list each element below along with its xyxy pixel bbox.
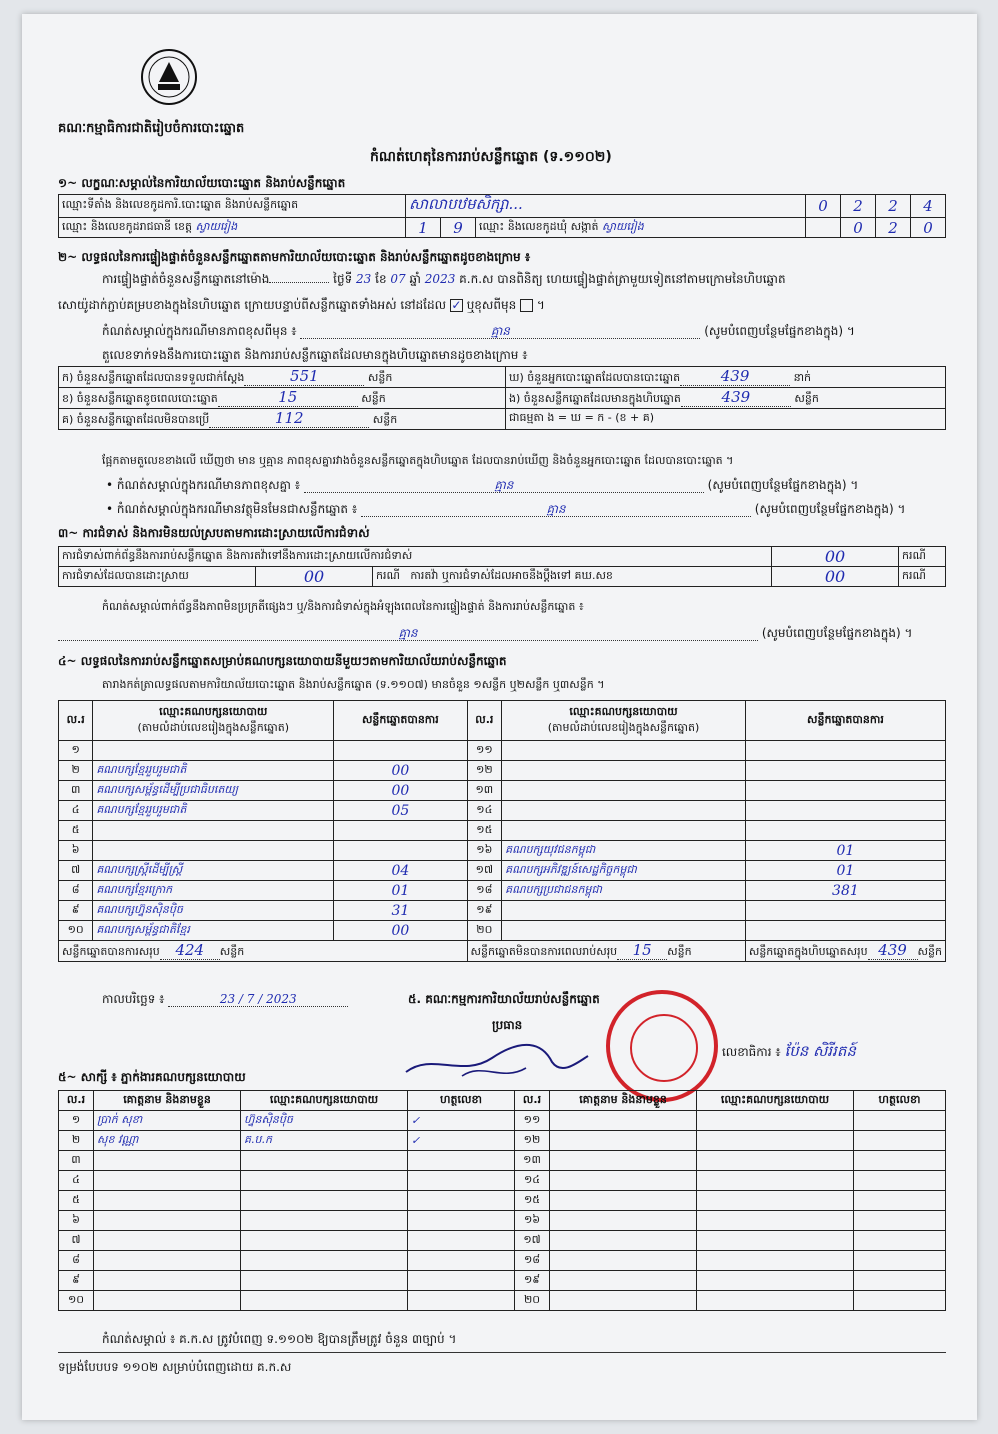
difference-note-hint: (សូមបំពេញបន្ថែមផ្នែកខាងក្នុង) ។ (704, 324, 855, 338)
difference-note-value: គ្មាន (300, 324, 700, 339)
witness-row-no: ៧ (59, 1231, 94, 1251)
witness-row-name (94, 1191, 241, 1211)
witness-row-party (241, 1251, 408, 1271)
results-row (59, 881, 946, 901)
bullet-foreign-label: • កំណត់សម្គាល់ក្នុងករណីមានវត្ថុមិនមែនជាសន្លឹកឆ្នោត ៖ (106, 502, 358, 516)
results-row-no: ៩ (59, 901, 93, 921)
objection-row-unit: ករណី (899, 547, 946, 567)
results-row-no: ១១ (467, 741, 502, 761)
witness-row-no: ២០ (515, 1291, 550, 1311)
appeal-value: 00 (772, 567, 899, 587)
spoiled-unit: សន្លឹក (361, 392, 386, 405)
witness-row-party (697, 1231, 854, 1251)
date-value: 23 / 7 / 2023 (168, 992, 348, 1007)
witness-row (59, 1151, 946, 1171)
commune-value: ស្វាយរៀង (602, 219, 644, 233)
commune-digit-1: 0 (841, 218, 876, 238)
results-row-party: គណបក្សខ្មែររួបរួមជាតិ (93, 801, 334, 821)
objection-row-label: ការជំទាស់ពាក់ព័ន្ធនឹងការរាប់សន្លឹកឆ្នោត និងការតវ៉ាទៅនឹងការដោះស្រាយលើការជំទាស់ (59, 547, 772, 567)
witness-row-signature (854, 1251, 946, 1271)
formula: ជាធម្មតា ង = ឃ = ក - (ខ + គ) (506, 409, 946, 430)
bullet-difference-hint: (សូមបំពេញបន្ថែមផ្នែកខាងក្នុង) ។ (707, 478, 859, 492)
witness-row-no: ១២ (515, 1131, 550, 1151)
valid-total-unit: សន្លឹក (219, 945, 245, 958)
bullet-foreign-value: គ្មាន (361, 502, 751, 517)
results-row-votes: 01 (745, 841, 945, 861)
commune-label: ឈ្មោះ និងលេខកូដឃុំ សង្កាត់ (479, 219, 599, 233)
appeal-unit: ករណី (899, 567, 946, 587)
results-row-votes: 04 (334, 861, 467, 881)
witness-row-name (550, 1111, 697, 1131)
witness-row-name (550, 1251, 697, 1271)
bullet-difference-value: គ្មាន (304, 478, 704, 493)
witness-row-name (550, 1151, 697, 1171)
irregularity-hint: (សូមបំពេញបន្ថែមផ្នែកខាងក្នុង) ។ (761, 626, 913, 640)
verify-text: គ.ក.ស បានពិនិត្យ ហេយផ្ទៀងផ្ទាត់ត្រាមួយទៀតនៅតាមក្រោមនៃហិបឆ្នោត (459, 272, 786, 286)
committee-name: គណៈកម្មាធិការជាតិរៀបចំការបោះឆ្នោត (58, 121, 245, 136)
witness-row-no: ១៣ (515, 1151, 550, 1171)
difference-note (102, 324, 855, 339)
results-row-no: ១៧ (467, 861, 502, 881)
witness-row-signature (854, 1191, 946, 1211)
results-row-no: ២០ (467, 921, 502, 941)
witness-row-party (241, 1271, 408, 1291)
witness-row-signature (408, 1231, 515, 1251)
results-col-party-sub-left: (តាមលំដាប់លេខរៀងក្នុងសន្លឹកឆ្នោត) (137, 720, 290, 734)
results-row-votes: 31 (334, 901, 467, 921)
code-digit-2: 2 (841, 195, 876, 218)
results-row-votes (745, 921, 945, 941)
witness-row-signature (408, 1211, 515, 1231)
results-row-votes (334, 841, 467, 861)
figures-table (58, 366, 946, 430)
results-row-no: ១ (59, 741, 93, 761)
witness-row-party (697, 1111, 854, 1131)
witness-row-party (241, 1151, 408, 1171)
results-row-no: ១០ (59, 921, 93, 941)
figures-intro: តួលេខទាក់ទងនឹងការបោះឆ្នោត និងការរាប់សន្លឹកឆ្នោតដែលមានក្នុងហិបឆ្នោតមានដូចខាងក្រោម ៖ (102, 348, 528, 362)
results-col-no-left: ល.រ (59, 701, 93, 741)
witness-row-signature (854, 1111, 946, 1131)
secretary-line (722, 1044, 856, 1059)
witness-row-party (697, 1191, 854, 1211)
valid-total-label: សន្លឹកឆ្នោតបានការសរុប (62, 945, 160, 958)
results-row-no: ៥ (59, 821, 93, 841)
witness-row-no: ១៧ (515, 1231, 550, 1251)
commune-digit-3: 0 (911, 218, 946, 238)
witness-row-name (94, 1271, 241, 1291)
witness-row-party (241, 1231, 408, 1251)
bullet-difference-label: • កំណត់សម្គាល់ក្នុងករណីមានភាពខុសគ្នា ៖ (106, 478, 301, 492)
province-label: ឈ្មោះ និងលេខកូដរាជធានី ខេត្ត (62, 219, 192, 233)
province-digit-2: 9 (441, 218, 476, 238)
witness-row-signature (408, 1271, 515, 1291)
witness-row-party: គ.ប.ក (241, 1131, 408, 1151)
verify-day-label: ថ្ងៃទី (333, 272, 353, 286)
results-row-party: គណបក្សហ្វ៊ុនស៊ិនប៉ិច (93, 901, 334, 921)
results-col-no-right: ល.រ (467, 701, 502, 741)
results-row-no: ៦ (59, 841, 93, 861)
resolved-label: ការជំទាស់ដែលបានដោះស្រាយ (59, 567, 256, 587)
witness-row-party (241, 1191, 408, 1211)
results-row-votes: 05 (334, 801, 467, 821)
station-committee-label: ៥. គណៈកម្មការការិយាល័យរាប់សន្លឹកឆ្នោត (408, 992, 600, 1006)
witness-row-no: ៤ (59, 1171, 94, 1191)
witness-row-no: ៥ (59, 1191, 94, 1211)
witness-row-party (697, 1131, 854, 1151)
witness-row-no: ១ (59, 1111, 94, 1131)
witness-note: កំណត់សម្គាល់ ៖ គ.ក.ស ត្រូវបំពេញ ទ.១១០២ ឱ្យបានត្រឹមត្រូវ ចំនួន ៣ច្បាប់ ។ (102, 1332, 457, 1346)
witness-row-party (697, 1151, 854, 1171)
valid-total-value: 424 (160, 941, 220, 960)
witness-row-party (697, 1211, 854, 1231)
ballot-count-record-form (22, 14, 977, 1420)
witness-row-signature: ✓ (408, 1131, 515, 1151)
section-2-heading: ២~ លទ្ធផលនៃការផ្ទៀងផ្ទាត់ចំនួនសន្លឹកឆ្នោតតាមការិយាល័យបោះឆ្នោត និងរាប់សន្លឹកឆ្នោតដូចខាងក្រោម ៖ (58, 250, 531, 264)
witness-row-party: ហ្វ៊ុនស៊ិនប៉ិច (241, 1111, 408, 1131)
in-box-label: ង) ចំនួនសន្លឹកឆ្នោតដែលមានក្នុងហិបឆ្នោត (509, 392, 681, 405)
witness-row-signature (854, 1231, 946, 1251)
same-checkbox[interactable]: ✓ (451, 298, 462, 312)
results-row-party (93, 841, 334, 861)
section-3-heading: ៣~ ការជំទាស់ និងការមិនយល់ស្របតាមការដោះស្រាយលើការជំទាស់ (58, 526, 370, 540)
results-col-party-left: ឈ្មោះគណបក្សនយោបាយ (159, 704, 268, 718)
voters-label: ឃ) ចំនួនអ្នកបោះឆ្នោតដែលបានបោះឆ្នោត (509, 371, 681, 384)
witness-row (59, 1291, 946, 1311)
witness-row-signature: ✓ (408, 1111, 515, 1131)
results-row-party (502, 741, 746, 761)
province-value: ស្វាយរៀង (195, 219, 238, 233)
witness-row-name: សុខ វណ្ណា (94, 1131, 241, 1151)
witness-row-name (94, 1231, 241, 1251)
results-row-no: ៣ (59, 781, 93, 801)
results-row-party: គណបក្សអភិវឌ្ឍន៍សេដ្ឋកិច្ចកម្ពុជា (502, 861, 746, 881)
footer-divider (58, 1352, 946, 1353)
witness-row-name (94, 1151, 241, 1171)
witness-row-no: ៨ (59, 1251, 94, 1271)
witness-col-party-right: ឈ្មោះគណបក្សនយោបាយ (697, 1091, 854, 1111)
irregularity-value: គ្មាន (58, 626, 758, 641)
results-row-party (93, 741, 334, 761)
results-row (59, 761, 946, 781)
witness-row-name: ប្រាក់ សុខា (94, 1111, 241, 1131)
results-row-no: ៧ (59, 861, 93, 881)
results-row-votes (334, 821, 467, 841)
witness-row (59, 1231, 946, 1251)
nec-emblem-icon (140, 48, 198, 106)
results-row-votes (334, 741, 467, 761)
witness-row-signature (408, 1151, 515, 1171)
results-row-no: ១៤ (467, 801, 502, 821)
resolved-value: 00 (256, 567, 373, 587)
difference-note-label: កំណត់សម្គាល់ក្នុងករណីមានភាពខុសពីមុន ៖ (102, 324, 297, 338)
seal-text: សោយ៉ូដាក់ភ្ជាប់គម្របខាងក្នុងនៃហិបឆ្នោត ក្រោយបន្ទាប់ពីសន្លឹកឆ្នោតទាំងអស់ នៅដដែល (58, 298, 447, 312)
resolved-unit: ករណី (376, 568, 400, 582)
section-5-heading: ៥~ សាក្សី ៖ ភ្នាក់ងារគណបក្សនយោបាយ (58, 1070, 246, 1084)
results-row-no: ៨ (59, 881, 93, 901)
verify-time-label: ការផ្ទៀងផ្ទាត់ចំនួនសន្លឹកឆ្នោតនៅម៉ោង (102, 272, 270, 286)
witness-row-name (550, 1271, 697, 1291)
witness-row-no: ១០ (59, 1291, 94, 1311)
results-col-votes-right: សន្លឹកឆ្នោតបានការ (745, 701, 945, 741)
irregularity-note: កំណត់សម្គាល់ពាក់ព័ន្ធនឹងភាពមិនប្រក្រតីផ្សេងៗ ឬ/និងការជំទាស់ក្នុងអំឡុងពេលនៃការផ្ទៀងផ្ទាត់ និងការរាប់សន្លឹកឆ្នោត ៖ (102, 600, 584, 613)
witness-row-name (550, 1191, 697, 1211)
irregularity-line (58, 626, 912, 641)
results-row (59, 821, 946, 841)
witness-row-no: ២ (59, 1131, 94, 1151)
results-row-party (502, 901, 746, 921)
in-box-value: 439 (681, 388, 791, 407)
received-label: ក) ចំនួនសន្លឹកឆ្នោតដែលបានទទួលជាក់ស្តែង (62, 371, 245, 384)
results-row-no: ១៨ (467, 881, 502, 901)
in-box-unit: សន្លឹក (794, 392, 819, 405)
date-label: កាលបរិច្ឆេទ ៖ (102, 992, 165, 1006)
witness-col-no-right: ល.រ (515, 1091, 550, 1111)
spoiled-value: 15 (218, 388, 358, 407)
witness-row-party (697, 1291, 854, 1311)
results-row (59, 841, 946, 861)
results-row (59, 921, 946, 941)
witness-row-name (94, 1291, 241, 1311)
witness-row-name (550, 1291, 697, 1311)
party-results-table (58, 700, 946, 962)
witness-row-name (94, 1251, 241, 1271)
results-row-votes (745, 761, 945, 781)
results-row-votes (745, 801, 945, 821)
witness-row (59, 1251, 946, 1271)
results-row-party: គណបក្សខ្មែររួបរួមជាតិ (93, 761, 334, 781)
results-row-party: គណបក្សសម្ព័ន្ធជាតិខ្មែរ (93, 921, 334, 941)
province-digit-1: 1 (406, 218, 441, 238)
results-row-no: ១៣ (467, 781, 502, 801)
results-row-party: គណបក្សប្រជាជនកម្ពុជា (502, 881, 746, 901)
witness-row-name (550, 1171, 697, 1191)
witness-row-name (94, 1211, 241, 1231)
seal-line: សោយ៉ូដាក់ភ្ជាប់គម្របខាងក្នុងនៃហិបឆ្នោត ក្រោយបន្ទាប់ពីសន្លឹកឆ្នោតទាំងអស់ នៅដដែល ✓ ឬខុសពីមុន ។ (58, 298, 545, 312)
results-row-party (502, 821, 746, 841)
witness-col-sign-left: ហត្ថលេខា (408, 1091, 515, 1111)
results-row-votes: 00 (334, 781, 467, 801)
president-label: ប្រធាន (492, 1018, 523, 1032)
results-row-votes (745, 741, 945, 761)
witness-row-name (550, 1131, 697, 1151)
results-row-no: ៤ (59, 801, 93, 821)
voters-value: 439 (680, 367, 790, 386)
witness-row-party (241, 1291, 408, 1311)
bullet-foreign-hint: (សូមបំពេញបន្ថែមផ្នែកខាងក្នុង) ។ (754, 502, 906, 516)
results-row (59, 741, 946, 761)
witness-row-no: ១៦ (515, 1211, 550, 1231)
changed-checkbox[interactable] (520, 299, 533, 312)
witness-row (59, 1131, 946, 1151)
witness-row-no: ១១ (515, 1111, 550, 1131)
witness-col-name-left: គោត្តនាម និងនាមខ្លួន (94, 1091, 241, 1111)
verify-month-label: ខែ (375, 272, 387, 286)
invalid-total-unit: សន្លឹក (667, 945, 692, 958)
witness-row-no: ១៥ (515, 1191, 550, 1211)
section-4-heading: ៤~ លទ្ធផលនៃការរាប់សន្លឹកឆ្នោតសម្រាប់គណបក្សនយោបាយនីមួយៗតាមការិយាល័យរាប់សន្លឹកឆ្នោត (58, 654, 507, 668)
witness-row-name (550, 1211, 697, 1231)
bullet-foreign-object (106, 502, 905, 517)
date-line (102, 992, 348, 1007)
unused-unit: សន្លឹក (372, 413, 398, 426)
form-title: កំណត់ហេតុនៃការរាប់សន្លឹកឆ្នោត (ទ.១១០២) (370, 149, 612, 165)
box-total-label: សន្លឹកឆ្នោតក្នុងហិបឆ្នោតសរុប (748, 945, 868, 958)
verify-year: 2023 (424, 272, 456, 286)
commune-digit-2: 2 (876, 218, 911, 238)
results-col-votes-left: សន្លឹកឆ្នោតបានការ (334, 701, 467, 741)
witness-row-name (94, 1171, 241, 1191)
appeal-label: ការតវ៉ា ឬការជំទាស់ដែលអាចនឹងប្តឹងទៅ គឃ.សខ (410, 568, 613, 582)
results-row-no: ១៩ (467, 901, 502, 921)
results-row-no: ១៦ (467, 841, 502, 861)
section-1-table (58, 194, 946, 238)
results-row-votes: 00 (334, 761, 467, 781)
witness-table (58, 1090, 946, 1311)
results-row (59, 901, 946, 921)
objection-row-value: 00 (772, 547, 899, 567)
difference-check-line: ផ្អែកតាមតួលេខខាងលើ ឃើញថា មាន ឬគ្មាន ភាពខុសគ្នារវាងចំនួនសន្លឹកឆ្នោតក្នុងហិបឆ្នោត ដែលបានរាប់ឃើញ និងចំនួនអ្នកបោះឆ្នោត ដែលបានបោះឆ្នោត ។ (102, 454, 734, 467)
results-row-votes (745, 901, 945, 921)
witness-col-no-left: ល.រ (59, 1091, 94, 1111)
results-row-votes (745, 781, 945, 801)
results-row-party: គណបក្សស្ត្រីដើម្បីស្ត្រី (93, 861, 334, 881)
witness-row-party (697, 1171, 854, 1191)
results-row (59, 801, 946, 821)
witness-col-party-left: ឈ្មោះគណបក្សនយោបាយ (241, 1091, 408, 1111)
box-total-value: 439 (868, 941, 918, 960)
code-digit-3: 2 (876, 195, 911, 218)
results-row-party (502, 781, 746, 801)
witness-row-party (697, 1271, 854, 1291)
results-row-no: ១២ (467, 761, 502, 781)
witness-row-signature (854, 1171, 946, 1191)
results-row-no: ២ (59, 761, 93, 781)
voters-unit: នាក់ (793, 371, 812, 384)
results-row-votes: 01 (745, 861, 945, 881)
results-row-votes: 00 (334, 921, 467, 941)
witness-row-party (241, 1171, 408, 1191)
section-1-heading: ១~ លក្ខណៈសម្គាល់នៃការិយាល័យបោះឆ្នោត និងរាប់សន្លឹកឆ្នោត (58, 176, 346, 190)
witness-row-party (697, 1251, 854, 1271)
footer-form-note: ទម្រង់បែបបទ ១១០២ សម្រាប់បំពេញដោយ គ.ក.ស (58, 1360, 292, 1374)
location-value: សាលាបឋមសិក្សា... (406, 195, 806, 218)
witness-row-name (550, 1231, 697, 1251)
witness-row (59, 1271, 946, 1291)
results-row (59, 781, 946, 801)
witness-row-signature (408, 1291, 515, 1311)
received-value: 551 (244, 367, 364, 386)
witness-row (59, 1171, 946, 1191)
invalid-total-label: សន្លឹកឆ្នោតមិនបានការពេលរាប់សរុប (470, 945, 618, 958)
witness-row-signature (408, 1191, 515, 1211)
results-row-votes (745, 821, 945, 841)
witness-row-signature (408, 1251, 515, 1271)
verify-month: 07 (390, 272, 406, 286)
results-col-party-sub-right: (តាមលំដាប់លេខរៀងក្នុងសន្លឹកឆ្នោត) (547, 720, 700, 734)
verify-day: 23 (356, 272, 372, 286)
results-row-votes: 381 (745, 881, 945, 901)
results-row-party (93, 821, 334, 841)
witness-row-signature (854, 1271, 946, 1291)
witness-row-signature (854, 1291, 946, 1311)
witness-row-signature (408, 1171, 515, 1191)
witness-row-signature (854, 1211, 946, 1231)
results-row-party: គណបក្សយុវជនកម្ពុជា (502, 841, 746, 861)
witness-row-no: ១៨ (515, 1251, 550, 1271)
results-row-party (502, 921, 746, 941)
secretary-value: ប៉ែន សិរីរតន៍ (784, 1042, 856, 1060)
witness-row-no: ១៤ (515, 1171, 550, 1191)
location-label: ឈ្មោះទីតាំង និងលេខកូដការិ.បោះឆ្នោត និងរាប់សន្លឹកឆ្នោត (59, 195, 406, 218)
results-col-party-right: ឈ្មោះគណបក្សនយោបាយ (569, 704, 678, 718)
code-digit-1: 0 (806, 195, 841, 218)
results-row-no: ១៥ (467, 821, 502, 841)
results-row-votes: 01 (334, 881, 467, 901)
secretary-label: លេខាធិការ ៖ (722, 1045, 781, 1059)
results-row-party (502, 761, 746, 781)
section-4-intro: តារាងកត់ត្រាលទ្ធផលតាមការិយាល័យបោះឆ្នោត និងរាប់សន្លឹកឆ្នោត (ទ.១១០៧) មានចំនួន ១សន្លឹក ឬ២សន្លឹក ឬ៣សន្លឹក ។ (102, 678, 605, 691)
changed-label: ឬខុសពីមុន (466, 298, 517, 312)
witness-row-party (241, 1211, 408, 1231)
box-total-unit: សន្លឹក (917, 945, 942, 958)
witness-row-no: ៦ (59, 1211, 94, 1231)
results-row-party: គណបក្សសម្ព័ន្ធដើម្បីប្រជាធិបតេយ្យ (93, 781, 334, 801)
results-row (59, 861, 946, 881)
results-row-party (502, 801, 746, 821)
witness-row-no: ៩ (59, 1271, 94, 1291)
witness-row-signature (854, 1151, 946, 1171)
witness-col-sign-right: ហត្ថលេខា (854, 1091, 946, 1111)
witness-col-name-right: គោត្តនាម និងនាមខ្លួន (550, 1091, 697, 1111)
invalid-total-value: 15 (617, 941, 667, 960)
witness-row-no: ១៩ (515, 1271, 550, 1291)
official-seal (606, 990, 718, 1102)
verification-line (102, 272, 786, 286)
unused-label: គ) ចំនួនសន្លឹកឆ្នោតដែលមិនបានប្រើ (62, 413, 210, 426)
bullet-difference (106, 478, 858, 493)
objections-table (58, 546, 946, 587)
witness-row-no: ៣ (59, 1151, 94, 1171)
witness-row (59, 1191, 946, 1211)
code-digit-4: 4 (911, 195, 946, 218)
president-signature (402, 1032, 592, 1084)
witness-row-signature (854, 1131, 946, 1151)
received-unit: សន្លឹក (367, 371, 393, 384)
witness-row (59, 1211, 946, 1231)
unused-value: 112 (209, 409, 369, 428)
spoiled-label: ខ) ចំនួនសន្លឹកឆ្នោតខូចពេលបោះឆ្នោត (62, 392, 218, 405)
results-row-party: គណបក្សខ្មែរក្រោក (93, 881, 334, 901)
witness-row (59, 1111, 946, 1131)
verify-year-label: ឆ្នាំ (409, 272, 421, 286)
